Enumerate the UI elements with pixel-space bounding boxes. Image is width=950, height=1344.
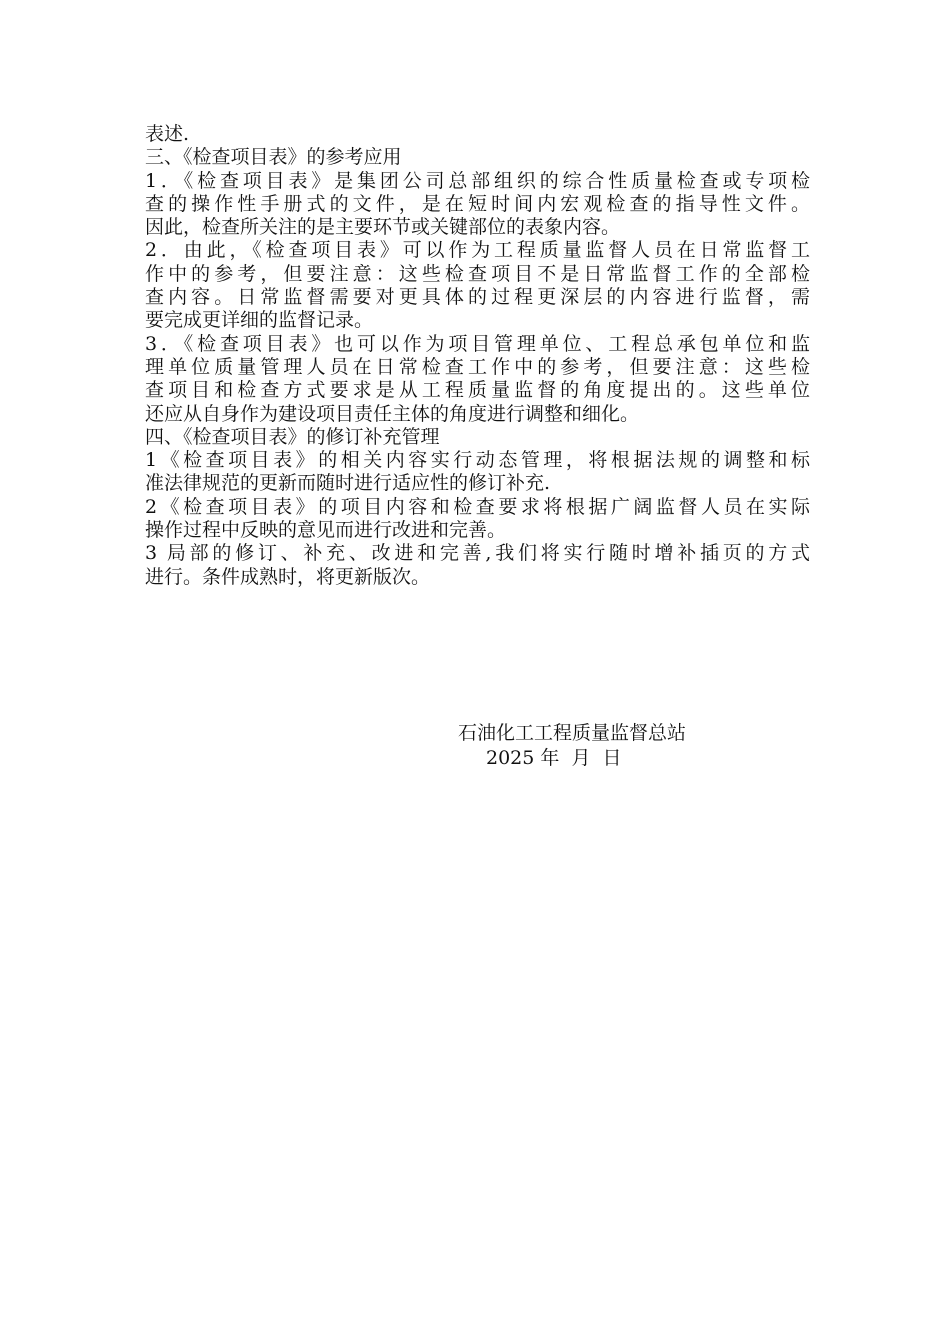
text-line: 进行。条件成熟时，将更新版次。 bbox=[145, 565, 431, 588]
paragraph bbox=[145, 239, 810, 332]
text-line: 准法律规范的更新而随时进行适应性的修订补充. bbox=[145, 472, 551, 495]
paragraph bbox=[145, 123, 810, 146]
section-heading bbox=[145, 146, 810, 169]
text-line: 1《检查项目表》的相关内容实行动态管理，将根据法规的调整和标 bbox=[145, 449, 810, 472]
section-heading bbox=[145, 426, 810, 449]
paragraph bbox=[145, 542, 810, 589]
text-line: 还应从自身作为建设项目责任主体的角度进行调整和细化。 bbox=[145, 402, 640, 425]
text-line: 1．《检查项目表》是集团公司总部组织的综合性质量检查或专项检 bbox=[145, 169, 810, 192]
paragraph bbox=[145, 170, 810, 240]
paragraph bbox=[145, 333, 810, 426]
signature-date: 2025 年 月 日 bbox=[486, 747, 622, 769]
text-line: 2《检查项目表》的项目内容和检查要求将根据广阔监督人员在实际 bbox=[145, 495, 810, 518]
text-line: 3．《检查项目表》也可以作为项目管理单位、工程总承包单位和监 bbox=[145, 332, 810, 355]
paragraph bbox=[145, 449, 810, 496]
text-line: 查内容。日常监督需要对更具体的过程更深层的内容进行监督，需 bbox=[145, 286, 810, 309]
text-line: 理单位质量管理人员在日常检查工作中的参考，但要注意：这些检 bbox=[145, 355, 810, 378]
text-line: 表述. bbox=[145, 123, 190, 145]
paragraph bbox=[145, 496, 810, 543]
text-line: 作中的参考，但要注意：这些检查项目不是日常监督工作的全部检 bbox=[145, 262, 810, 285]
text-line: 操作过程中反映的意见而进行改进和完善。 bbox=[145, 519, 507, 542]
text-line: 要完成更详细的监督记录。 bbox=[145, 309, 374, 332]
text-line: 四、《检查项目表》的修订补充管理 bbox=[145, 425, 440, 448]
document-body bbox=[145, 123, 810, 589]
text-line: 3 局部的修订、补充、改进和完善,我们将实行随时增补插页的方式 bbox=[145, 542, 810, 565]
signature-organization: 石油化工工程质量监督总站 bbox=[458, 722, 687, 744]
text-line: 三、《检查项目表》的参考应用 bbox=[145, 146, 402, 169]
signature-block bbox=[458, 721, 758, 771]
text-line: 查的操作性手册式的文件，是在短时间内宏观检查的指导性文件。 bbox=[145, 192, 810, 215]
text-line: 查项目和检查方式要求是从工程质量监督的角度提出的。这些单位 bbox=[145, 379, 810, 402]
text-line: 因此，检查所关注的是主要环节或关键部位的表象内容。 bbox=[145, 216, 621, 239]
text-line: 2．由此，《检查项目表》可以作为工程质量监督人员在日常监督工 bbox=[145, 239, 810, 262]
